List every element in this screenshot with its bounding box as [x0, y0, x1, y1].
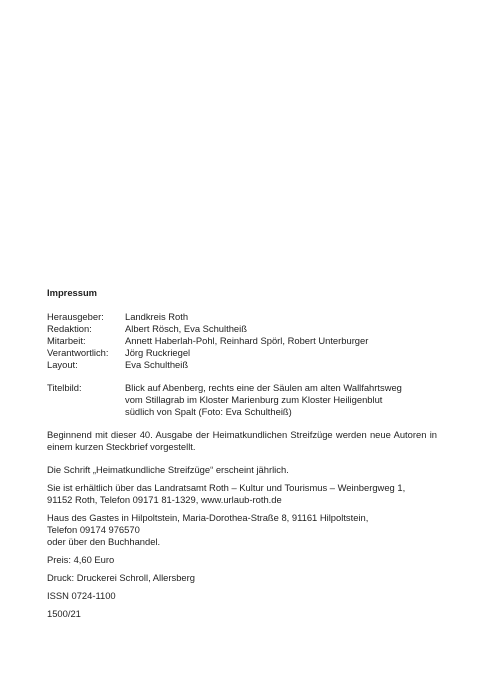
impressum-block [47, 287, 437, 620]
credit-row-verantwortlich [47, 347, 437, 359]
credit-row-herausgeber [47, 311, 437, 323]
druck-text: Druck: Druckerei Schroll, Allersberg [47, 572, 195, 583]
caption-line: südlich von Spalt (Foto: Eva Schultheiß) [125, 406, 292, 417]
credit-label: Verantwortlich: [47, 347, 109, 358]
beginnend-paragraph: Beginnend mit dieser 40. Ausgabe der Heimatkundlichen Streifzüge werden neue Autoren in einem kurzen Steckbrief vorgestellt. [47, 429, 437, 452]
credit-label: Mitarbeit: [47, 335, 86, 346]
impressum-title: Impressum [47, 287, 98, 298]
issn-text: ISSN 0724-1100 [47, 590, 116, 601]
titelbild-caption [125, 382, 437, 418]
credit-row-redaktion [47, 323, 437, 335]
erhaeltlich-paragraph [47, 482, 437, 506]
haus-line: oder über den Buchhandel. [47, 536, 161, 547]
schrift-paragraph: Die Schrift „Heimatkundliche Streifzüge“ erscheint jährlich. [47, 464, 289, 475]
preis-text: Preis: 4,60 Euro [47, 554, 115, 565]
credit-label: Redaktion: [47, 323, 92, 334]
credit-row-layout [47, 359, 437, 371]
credit-label: Herausgeber: [47, 311, 104, 322]
caption-line: Blick auf Abenberg, rechts eine der Säulen am alten Wallfahrtsweg [125, 382, 402, 393]
credits-list [47, 311, 437, 371]
haus-line: Haus des Gastes in Hilpoltstein, Maria-Dorothea-Straße 8, 91161 Hilpoltstein, [47, 512, 369, 523]
credit-row-mitarbeit [47, 335, 437, 347]
haus-line: Telefon 09174 976570 [47, 524, 140, 535]
credit-value: Albert Rösch, Eva Schultheiß [125, 323, 247, 334]
credit-value: Annett Haberlah-Pohl, Reinhard Spörl, Robert Unterburger [125, 335, 369, 346]
credit-label: Layout: [47, 359, 78, 370]
credit-value: Eva Schultheiß [125, 359, 189, 370]
caption-line: vom Stillagrab im Kloster Marienburg zum Kloster Heiligenblut [125, 394, 383, 405]
titelbild-row [47, 382, 437, 418]
auflage-text: 1500/21 [47, 608, 81, 619]
credit-value: Landkreis Roth [125, 311, 189, 322]
erhaeltlich-line: Sie ist erhältlich über das Landratsamt Roth – Kultur und Tourismus – Weinbergweg 1, [47, 482, 406, 493]
titelbild-label: Titelbild: [47, 382, 82, 393]
credit-value: Jörg Ruckriegel [125, 347, 191, 358]
erhaeltlich-line: 91152 Roth, Telefon 09171 81-1329, www.urlaub-roth.de [47, 494, 282, 505]
haus-des-gastes-paragraph [47, 512, 437, 548]
